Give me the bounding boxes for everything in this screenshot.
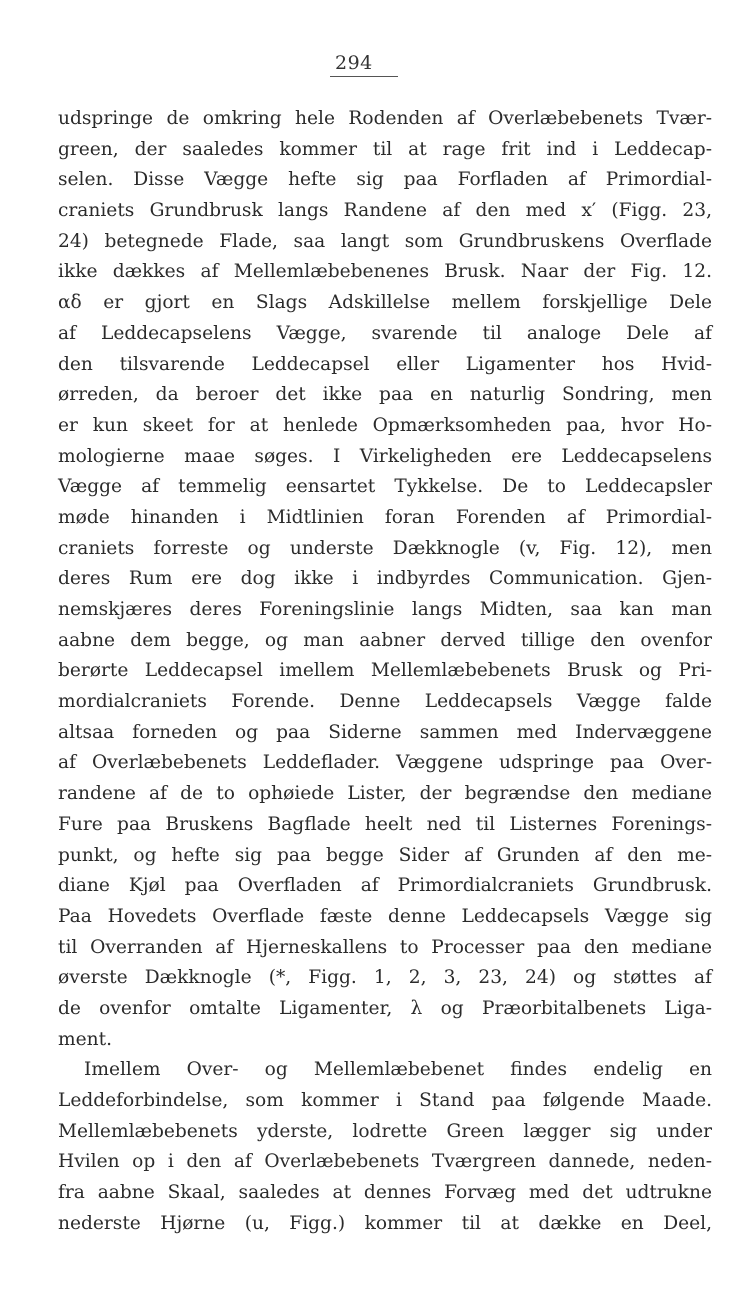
- text-line: møde hinanden i Midtlinien foran Forenden af Primordial-: [58, 506, 712, 528]
- page-number-underline: [330, 76, 398, 77]
- text-line: af Overlæbebenets Leddeflader. Væggene udspringe paa Over-: [58, 752, 712, 774]
- page-number: 294: [335, 52, 373, 74]
- text-line: berørte Leddecapsel imellem Mellemlæbebenets Brusk og Pri-: [58, 660, 712, 682]
- text-line: selen. Disse Vægge hefte sig paa Forfladen af Primordial-: [58, 169, 712, 191]
- text-line: øverste Dækknogle (*, Figg. 1, 2, 3, 23, 24) og støttes af: [58, 967, 712, 989]
- text-line: Vægge af temmelig eensartet Tykkelse. De to Leddecapsler: [58, 476, 712, 498]
- text-line: ikke dækkes af Mellemlæbebenenes Brusk. Naar der Fig. 12.: [58, 261, 712, 283]
- text-line: de ovenfor omtalte Ligamenter, λ og Præorbitalbenets Liga-: [58, 997, 712, 1019]
- text-line: Mellemlæbebenets yderste, lodrette Green lægger sig under: [58, 1120, 712, 1142]
- text-line: altsaa forneden og paa Siderne sammen med Indervæggene: [58, 721, 712, 743]
- text-line: craniets Grundbrusk langs Randene af den med x′ (Figg. 23,: [58, 200, 712, 222]
- text-line: mologierne maae søges. I Virkeligheden ere Leddecapselens: [58, 445, 712, 467]
- text-line: mordialcraniets Forende. Denne Leddecapsels Vægge falde: [58, 691, 712, 713]
- text-line: fra aabne Skaal, saaledes at dennes Forvæg med det udtrukne: [58, 1182, 712, 1204]
- body-text: [58, 104, 712, 1239]
- text-line: punkt, og hefte sig paa begge Sider af Grunden af den me-: [58, 844, 712, 866]
- text-line: ment.: [58, 1028, 112, 1050]
- text-line: αδ er gjort en Slags Adskillelse mellem forskjellige Dele: [58, 292, 712, 314]
- text-line: Imellem Over- og Mellemlæbebenet findes endelig en: [84, 1059, 712, 1081]
- text-line: Paa Hovedets Overflade fæste denne Leddecapsels Vægge sig: [58, 905, 712, 927]
- text-line: craniets forreste og underste Dækknogle (v, Fig. 12), men: [58, 537, 712, 559]
- text-line: green, der saaledes kommer til at rage frit ind i Leddecap-: [58, 138, 712, 160]
- text-line: den tilsvarende Leddecapsel eller Ligamenter hos Hvid-: [58, 353, 712, 375]
- text-line: nederste Hjørne (u, Figg.) kommer til at dække en Deel,: [58, 1212, 712, 1234]
- text-line: udspringe de omkring hele Rodenden af Overlæbebenets Tvær-: [58, 108, 712, 129]
- text-line: Fure paa Bruskens Bagflade heelt ned til Listernes Forenings-: [58, 813, 712, 835]
- text-line: af Leddecapselens Vægge, svarende til analoge Dele af: [58, 322, 712, 344]
- text-line: aabne dem begge, og man aabner derved tillige den ovenfor: [58, 629, 712, 651]
- text-line: til Overranden af Hjerneskallens to Processer paa den mediane: [58, 936, 712, 958]
- text-line: diane Kjøl paa Overfladen af Primordialcraniets Grundbrusk.: [58, 875, 712, 897]
- text-line: Hvilen op i den af Overlæbebenets Tværgreen dannede, neden-: [58, 1151, 712, 1173]
- text-line: nemskjæres deres Foreningslinie langs Midten, saa kan man: [58, 599, 712, 620]
- text-line: deres Rum ere dog ikke i indbyrdes Communication. Gjen-: [58, 568, 712, 590]
- text-line: ørreden, da beroer det ikke paa en naturlig Sondring, men: [58, 384, 712, 406]
- text-line: 24) betegnede Flade, saa langt som Grundbruskens Overflade: [58, 230, 712, 252]
- text-line: er kun skeet for at henlede Opmærksomheden paa, hvor Ho-: [58, 414, 712, 436]
- text-line: Leddeforbindelse, som kommer i Stand paa følgende Maade.: [58, 1090, 712, 1111]
- text-line: randene af de to ophøiede Lister, der begrændse den mediane: [58, 783, 712, 805]
